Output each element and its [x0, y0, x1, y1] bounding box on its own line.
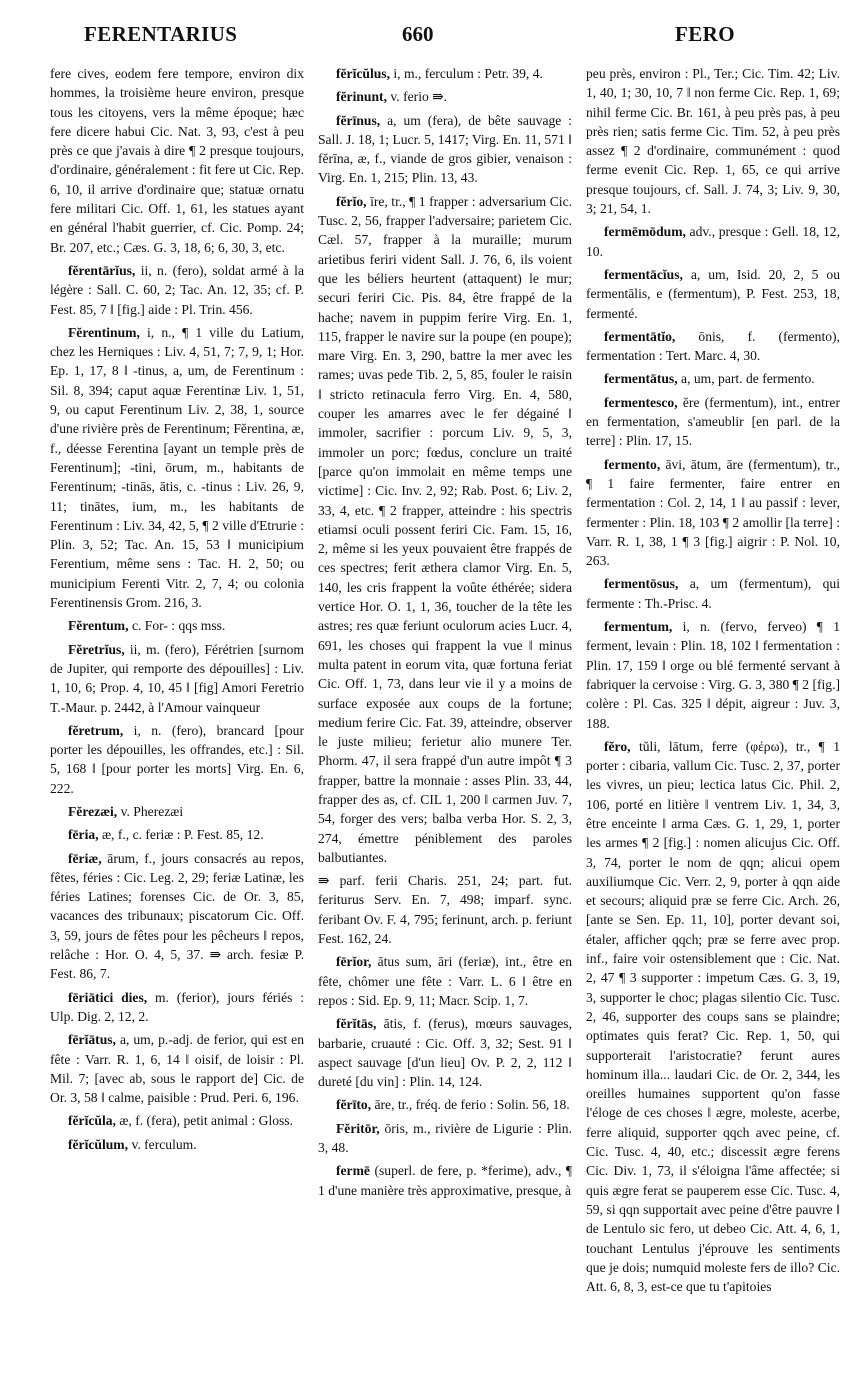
- entry-definition: ōris, m., rivière de Ligurie : Plin. 3, 48.: [318, 1120, 572, 1156]
- entry-definition: ārum, f., jours consacrés au repos, fêtes, féries : Cic. Leg. 2, 29; feriæ Latinæ, les féries Latines; forenses Cic. de Or. 3, 85, vacances des tribunaux; piscatorum Cic. Off. 3, 59, jours de fêtes pour les pêcheurs ‖ repos, relâche : Hor. O. 4, 5, 37. ⇛ arch. fesiæ P. Fest. 86, 7.: [50, 850, 304, 982]
- dictionary-entry: [318, 952, 572, 1010]
- dictionary-entry: [586, 369, 840, 388]
- entry-headword: fermentōsus,: [604, 576, 679, 592]
- entry-definition: īre, tr., ¶ 1 frapper : adversarium Cic. Tusc. 2, 56, frapper l'adversaire; parietem Cic. Cæl. 57, frapper à la muraille; murum arietibus feriri vident Sall. J. 76, 6, ils voient que les béliers heurtent (attaquent) le mur; securi feriri Cic. Pis. 84, être frappé de la hache; navem in puppim ferire Virg. En. 1, 115, frapper le navire sur la poupe (en poupe); mare Virg. En. 3, 290, battre la mer avec les rames; uvas pede Tib. 2, 5, 85, fouler le raisin ‖ stricto retinacula ferro Virg. En. 4, 580, couper les amarres avec le fer dégainé ‖ immoler, sacrifier : porcum Liv. 9, 5, 3, immoler un porc; fœdus, conclure un traité [parce qu'on immolait en même temps une victime] : Cic. Inv. 2, 92; Rab. Post. 6; Liv. 2, 33, 4, etc. ¶ 2 frapper, atteindre : his spectris etiamsi oculi possent feriri Cic. Fam. 15, 16, 2, même si les yeux pouvaient être frappés de ces spectres; ferit æthera clamor Virg. En. 5, 140, les cris frappent la voûte éthérée; sidera vertice Hor. O. 1, 1, 36, toucher de la tête les astres; res quæ feriunt oculorum acies Lucr. 4, 691, les choses qui frappent la vue ‖ minus multa patent in eorum vita, quæ fortuna feriat Cic. Off. 1, 73, dans leur vie il y a moins de surface exposée aux coups de la fortune; medium ferire Cic. Fat. 39, atteindre, observer le juste milieu; ferietur alio munere Ter. Phorm. 47, il sera frappé d'un autre impôt ¶ 3 frapper, battre la monnaie : asses Plin. 33, 44, frapper des as, cf. CIL 1, 200 ‖ carmen Juv. 7, 54, forger des vers; balba verba Hor. S. 2, 3, 274, émettre péniblement des paroles balbutiantes.: [318, 193, 572, 865]
- dictionary-entry: [50, 1135, 304, 1154]
- dictionary-entry: [318, 1095, 572, 1114]
- entry-definition: æ, f. (fera), petit animal : Gloss.: [119, 1113, 293, 1129]
- entry-headword: fermentācĭus,: [604, 266, 683, 282]
- entry-definition: a, um (fera), de bête sauvage : Sall. J. 18, 1; Lucr. 5, 1417; Virg. En. 11, 571 ‖ fĕrīna, æ, f., viande de gros gibier, venaison : Virg. En. 1, 215; Plin. 13, 43.: [318, 112, 572, 186]
- dictionary-entry: [50, 988, 304, 1027]
- entry-definition: v. Pherezæi: [120, 803, 184, 819]
- column-3: [586, 64, 840, 1364]
- entry-definition: fere cives, eodem fere tempore, environ dix hommes, la troisième heure environ, presque tous les citoyens, vers la même époque; hæc fere dicere habui Cic. Nat. 3, 93, c'est à peu près ce que j'avais à dire ¶ 2 presque toujours, d'ordinaire, généralement : fit fere ut Cic. Rep. 6, 10, il arrive d'ordinaire que; statuæ ornatu fere militari Cic. Off. 1, 61, les statues ayant en général l'habit guerrier, cf. Cic. Pomp. 24; Br. 207, etc.; Cæs. G. 3, 18, 6; 6, 30, 3, etc.: [50, 66, 304, 255]
- entry-definition: i, n. (fero), brancard [pour porter les dépouilles, les offrandes, etc.] : Sil. 5, 168 ‖ [pour porter les morts] Virg. En. 6, 222.: [50, 722, 304, 796]
- entry-headword: Fĕrezæi,: [68, 803, 118, 819]
- dictionary-entry: [318, 111, 572, 188]
- entry-headword: fĕretrum,: [68, 722, 124, 738]
- entry-definition: āre, tr., fréq. de ferio : Solin. 56, 18.: [374, 1097, 570, 1113]
- dictionary-entry: [50, 802, 304, 821]
- dictionary-entry: [318, 64, 572, 83]
- entry-definition: a, um (fermentum), qui fermente : Th.-Prisc. 4.: [586, 576, 840, 611]
- dictionary-entry: [318, 1119, 572, 1158]
- entry-headword: fermentesco,: [604, 394, 678, 410]
- dictionary-entry: [318, 87, 572, 106]
- entry-headword: fēriātici dies,: [68, 989, 148, 1005]
- entry-definition: a, um, Isid. 20, 2, 5 ou fermentālis, e (fermentum), P. Fest. 253, 18, fermenté.: [586, 266, 840, 321]
- entry-headword: fĕrĭtās,: [336, 1016, 377, 1032]
- left-guide-word: FERENTARIUS: [84, 22, 238, 46]
- entry-definition: i, n. (fervo, ferveo) ¶ 1 ferment, levain : Plin. 18, 102 ‖ fermentation : Plin. 17, 159 ‖ orge ou blé fermenté servant à fabriquer la cervoise : Virg. G. 3, 380 ¶ 2 [fig.] colère : Pl. Cas. 325 ‖ dépit, aigreur : Juv. 3, 188.: [586, 619, 840, 731]
- entry-definition: i, m., ferculum : Petr. 39, 4.: [393, 66, 543, 81]
- entry-definition: i, n., ¶ 1 ville du Latium, chez les Herniques : Liv. 4, 51, 7; 7, 9, 1; Hor. Ep. 1, 17, 8 ‖ -tinus, a, um, de Ferentinum : Sil. 8, 394; caput aquæ Ferentinæ Liv. 1, 51, 9, ou caput Ferentinum Liv. 2, 38, 1, source d'une rivière près de Ferentinum; Fĕrentina, æ, f., déesse Ferentina [ayant un temple près de Ferentinum]; -tini, ōrum, m., habitants de Ferentinum; -tinās, ātis, c. -tinus : Liv. 26, 9, 11; tinātes, ium, m., les habitants de Ferentinum : Liv. 34, 42, 5, ¶ 2 ville d'Etrurie : Plin. 3, 52; Tac. An. 15, 53 ‖ municipium Ferentium, même sens : Tac. H. 2, 50; ou municipium Ferenti Vitr. 2, 7, 4; ou colonia Ferentinensis Grom. 216, 3.: [50, 324, 304, 611]
- entry-headword: Fĕretrĭus,: [68, 641, 125, 657]
- dictionary-entry: [586, 574, 840, 613]
- entry-definition: (superl. de fere, p. *ferime), adv., ¶ 1 d'une manière très approximative, presque, à: [318, 1163, 572, 1198]
- entry-headword: fĕrentārĭus,: [68, 262, 136, 278]
- entry-definition: ii, n. (fero), soldat armé à la légère : Sall. C. 60, 2; Tac. An. 12, 35; cf. P. Fest. 85, 7 ‖ [fig.] aide : Pl. Trin. 456.: [50, 262, 304, 317]
- entry-headword: fēriæ,: [68, 850, 102, 866]
- dictionary-entry: [50, 1030, 304, 1107]
- entry-headword: Fĕritōr,: [336, 1120, 380, 1136]
- dictionary-entry: [586, 617, 840, 733]
- column-1: [50, 64, 304, 1364]
- entry-definition: āvi, ātum, āre (fermentum), tr., ¶ 1 faire fermenter, faire entrer en fermentation : Col. 2, 14, 1 ‖ au passif : lever, fermenter : Plin. 18, 103 ¶ 2 amollir [la terre] : Varr. R. 1, 38, 1 ¶ 3 [fig.] aigrir : P. Nol. 10, 263.: [586, 456, 840, 569]
- right-guide-word: FERO: [675, 22, 735, 46]
- entry-definition: peu près, environ : Pl., Ter.; Cic. Tim. 42; Liv. 1, 40, 1; 30, 10, 7 ‖ non ferme Cic. Rep. 1, 69; nihil ferme Cic. Br. 161, à peu près pas, à peu près rien; satis ferme Cic. Tim. 52, à peu près assez ¶ 2 d'ordinaire, communément : quod ferme evenit Cic. Rep. 1, 65, ce qui arrive presque toujours, cf. Sall. J. 74, 3; Liv. 9, 30, 3; 21, 54, 1.: [586, 66, 840, 217]
- dictionary-entry: [318, 1014, 572, 1091]
- entry-headword: fermentum,: [604, 619, 673, 635]
- entry-definition: ii, m. (fero), Férétrien [surnom de Jupiter, qui remporte des dépouilles] : Liv. 1, 10, 6; Prop. 4, 10, 45 ‖ [fig] Amori Feretrio T.-Maur. p. 2442, à l'Amour vainqueur: [50, 641, 304, 715]
- entry-headword: fĕrĭcŭlum,: [68, 1136, 129, 1152]
- dictionary-entry: [586, 222, 840, 261]
- entry-headword: Fĕrentum,: [68, 618, 129, 634]
- entry-definition: a, um, part. de fermento.: [681, 371, 815, 387]
- dictionary-entry: [50, 323, 304, 612]
- entry-headword: fermentātus,: [604, 371, 678, 387]
- entry-headword: fērĭor,: [336, 954, 372, 970]
- column-2: [318, 64, 572, 1364]
- dictionary-entry: [50, 849, 304, 984]
- dictionary-entry: [586, 737, 840, 1297]
- entry-definition: æ, f., c. feriæ : P. Fest. 85, 12.: [101, 827, 264, 843]
- entry-headword: fermentātĭo,: [604, 328, 676, 344]
- entry-definition: ĕre (fermentum), int., entrer en fermentation, s'ameublir [en parl. de la terre] : Plin. 17, 15.: [586, 394, 840, 449]
- entry-definition: a, um, p.-adj. de ferior, qui est en fête : Varr. R. 1, 6, 14 ‖ oisif, de loisir : Pl. Mil. 7; [avec ab, sous le rapport de] Cic. de Or. 3, 58 ‖ calme, paisible : Prud. Peri. 6, 196.: [50, 1032, 304, 1106]
- dictionary-entry: [50, 721, 304, 798]
- entry-headword: fĕrīnus,: [336, 112, 381, 128]
- entry-definition: v. ferio ⇛.: [390, 89, 447, 105]
- entry-headword: fĕrīto,: [336, 1097, 372, 1113]
- dictionary-entry: [50, 825, 304, 844]
- dictionary-entry: [586, 64, 840, 218]
- entry-headword: fĕro,: [604, 738, 631, 754]
- entry-definition: tŭli, lātum, ferre (φέρω), tr., ¶ 1 porter : cibaria, vallum Cic. Tusc. 2, 37, porter les vivres, un pieu; lectica latus Cic. Phil. 2, 106, porté en litière ‖ ventrem Liv. 1, 34, 3, être enceinte ‖ arma Cæs. G. 1, 29, 1, porter les armes ¶ 2 [fig.] : nomen alicujus Cic. Off. 3, 74, porter le nom de qqn; alicui opem auxiliumque Cic. Verr. 2, 9, porter à qqn aide et secours; aliquid præ se ferre Cic. Arch. 26, [ante se Sen. Ep. 11, 10], porter devant soi, étaler, afficher qqch; præ se ferre avec prop. inf., faire voir ostensiblement que : Cic. Nat. 2, 47 ¶ 3 supporter : impetum Cæs. G. 3, 19, 3, supporter le choc; plagas silentio Cic. Tusc. 2, 46, supporter des coups sans se plaindre; optimates quis ferat? Cic. Rep. 1, 50, qui supporterait l'aristocratie? ferunt aures hominum illa... laudari Cic. de Or. 2, 344, les oreilles humaines supportent qu'on fasse l'éloge de ces choses ‖ ægre, moleste, acerbe, ferre aliquid, supporter qqch avec peine, cf. Cic. Tusc. 4, 40, etc.; discessit ægre ferens Cic. Div. 1, 73, il s'éloigna l'âme affectée; si quis ægre ferat se pauperem esse Cic. Tusc. 4, 59, si qqn supportait avec peine d'être pauvre ‖ de Lentulo sic fero, ut debeo Cic. Att. 4, 6, 1, touchant Lentulus j'éprouve les sentiments que je dois; numquid moleste fers de illo? Cic. Att. 6, 8, 3, est-ce que tu t'apitoies: [586, 738, 840, 1295]
- entry-headword: fĕrĭo,: [336, 193, 367, 209]
- dictionary-page: [50, 64, 840, 1364]
- entry-headword: fermento,: [604, 456, 661, 472]
- entry-definition: adv., presque : Gell. 18, 12, 10.: [586, 224, 840, 259]
- entry-definition: ātus sum, āri (feriæ), int., être en fête, chômer une fête : Varr. L. 6 ‖ être en repos : Sid. Ep. 9, 11; Macr. Scip. 1, 7.: [318, 954, 572, 1008]
- dictionary-entry: [586, 265, 840, 323]
- dictionary-entry: [50, 64, 304, 257]
- entry-headword: fēria,: [68, 827, 99, 843]
- entry-definition: ⇛ parf. ferii Charis. 251, 24; part. fut. feriturus Serv. En. 7, 498; imparf. sync. feribant Ov. F. 4, 795; ferinunt, arch. p. feriunt Fest. 162, 24.: [318, 873, 572, 947]
- dictionary-entry: [318, 192, 572, 867]
- entry-definition: m. (ferior), jours fériés : Ulp. Dig. 2, 12, 2.: [50, 989, 304, 1024]
- entry-headword: fĕrinunt,: [336, 89, 387, 105]
- entry-headword: fĕrĭcŭla,: [68, 1113, 116, 1129]
- entry-headword: fermēmōdum,: [604, 224, 686, 240]
- dictionary-entry: [318, 871, 572, 948]
- entry-definition: ātis, f. (ferus), mœurs sauvages, barbarie, cruauté : Cic. Off. 3, 32; Sest. 91 ‖ aspect sauvage [d'un lieu] Ov. P. 2, 2, 112 ‖ dureté [du vin] : Plin. 14, 124.: [318, 1016, 572, 1090]
- entry-definition: v. ferculum.: [131, 1136, 197, 1152]
- entry-definition: ōnis, f. (fermento), fermentation : Tert. Marc. 4, 30.: [586, 328, 840, 364]
- dictionary-entry: [586, 455, 840, 571]
- dictionary-entry: [50, 1111, 304, 1130]
- entry-definition: c. For- : qqs mss.: [131, 618, 226, 634]
- dictionary-entry: [50, 616, 304, 635]
- page-number: 660: [402, 22, 434, 46]
- entry-headword: fermē: [336, 1163, 370, 1179]
- dictionary-entry: [586, 327, 840, 366]
- dictionary-entry: [50, 261, 304, 319]
- dictionary-entry: [318, 1161, 572, 1200]
- entry-headword: Fĕrentinum,: [68, 324, 140, 340]
- entry-headword: fĕrĭcŭlus,: [336, 66, 390, 81]
- page-header: [0, 22, 854, 58]
- dictionary-entry: [586, 393, 840, 451]
- entry-headword: fērĭātus,: [68, 1032, 116, 1048]
- dictionary-entry: [50, 640, 304, 717]
